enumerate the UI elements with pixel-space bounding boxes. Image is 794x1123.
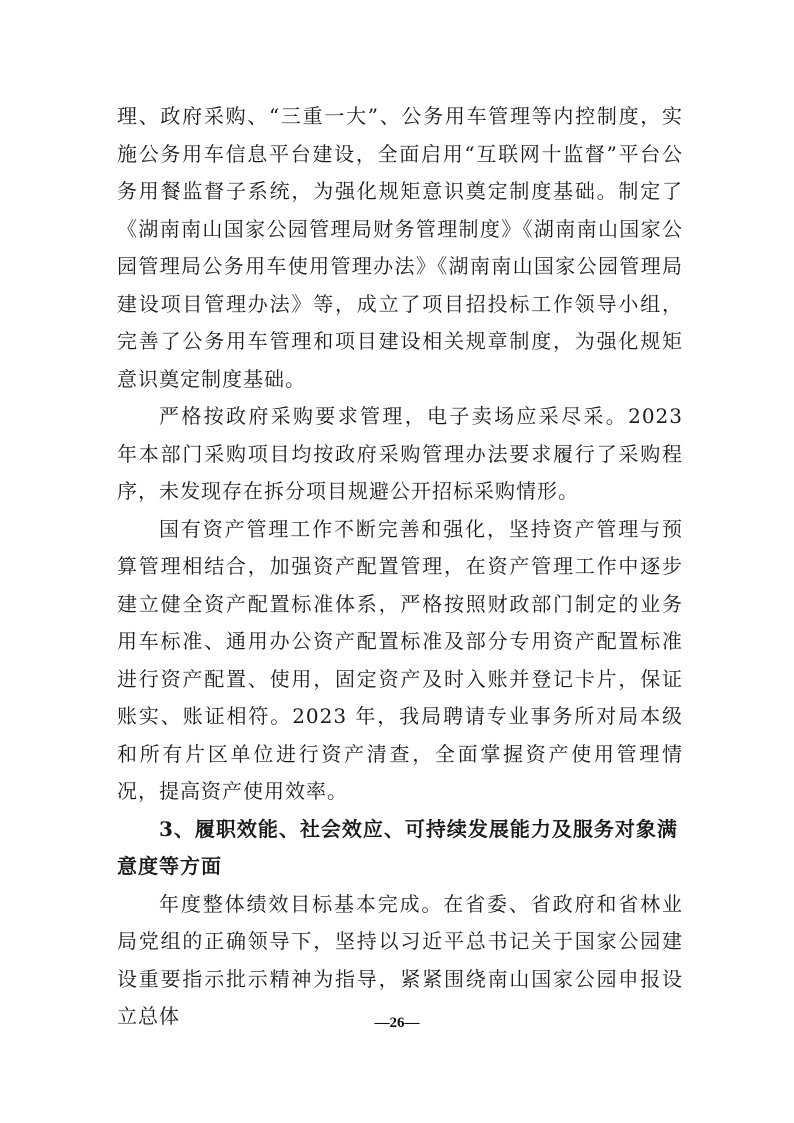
paragraph-internal-control: 理、政府采购、“三重一大”、公务用车管理等内控制度，实施公务用车信息平台建设，全面启用“互联网十监督”平台公务用餐监督子系统，为强化规矩意识奠定制度基础。制定了《湖南南山国家公园管理局财务管理制度》《湖南南山国家公园管理局公务用车使用管理办法》《湖南南山国家公园管理局建设项目管理办法》等，成立了项目招投标工作领导小组，完善了公务用车管理和项目建设相关规章制度，为强化规矩意识奠定制度基础。 <box>117 104 683 391</box>
page-number: —26— <box>374 1015 420 1031</box>
paragraph-performance-goals: 年度整体绩效目标基本完成。在省委、省政府和省林业局党组的正确领导下，坚持以习近平总书记关于国家公园建设重要指示批示精神为指导，紧紧围绕南山国家公园申报设立总体 <box>117 891 683 1028</box>
paragraph-state-assets: 国有资产管理工作不断完善和强化，坚持资产管理与预算管理相结合，加强资产配置管理，在资产管理工作中逐步建立健全资产配置标准体系，严格按照财政部门制定的业务用车标准、通用办公资产配置标准及部分专用资产配置标准进行资产配置、使用，固定资产及时入账并登记卡片，保证账实、账证相符。2023 年，我局聘请专业事务所对局本级和所有片区单位进行资产清查，全面掌握资产使用管理情况，提高资产使用效率。 <box>117 516 683 803</box>
paragraph-procurement: 严格按政府采购要求管理，电子卖场应采尽采。2023 年本部门采购项目均按政府采购管理办法要求履行了采购程序，未发现存在拆分项目规避公开招标采购情形。 <box>117 404 683 503</box>
section-heading: 3、履职效能、社会效应、可持续发展能力及服务对象满意度等方面 <box>117 816 678 878</box>
document-body <box>117 98 683 1036</box>
